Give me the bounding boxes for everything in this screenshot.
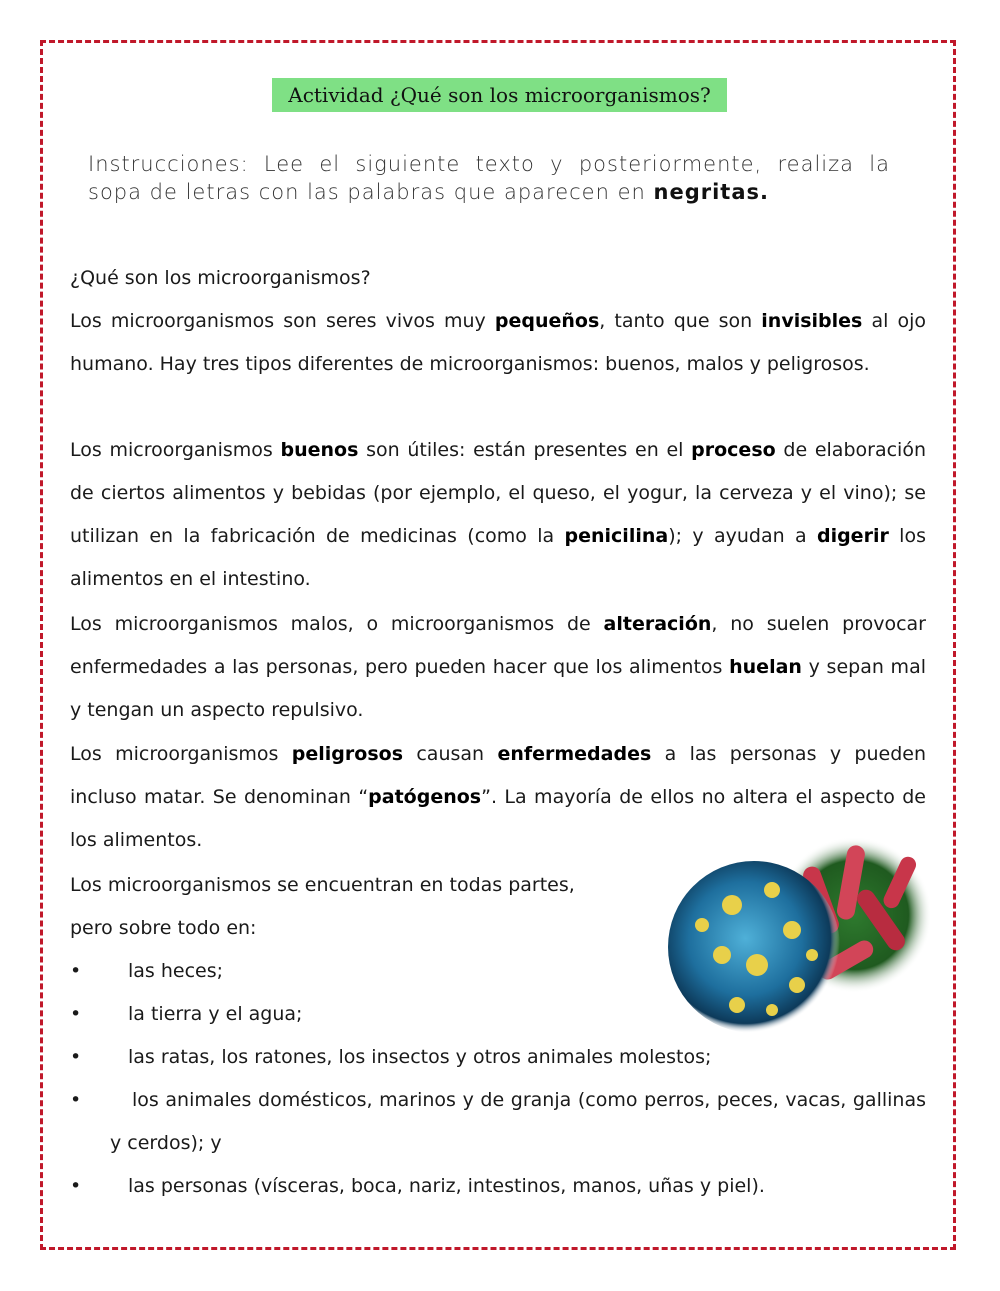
paragraph-5	[70, 864, 670, 950]
instructions-bold: negritas.	[653, 180, 769, 204]
p2-text-a: Los microorganismos	[70, 439, 281, 461]
paragraph-2	[70, 429, 926, 601]
keyword-invisibles: invisibles	[761, 310, 863, 332]
keyword-alteracion: alteración	[603, 613, 712, 635]
p3-text-c: , no suelen provocar enfermedades a las personas, pero pueden hacer que los alimentos	[70, 613, 926, 678]
p3-text-d: y sepan mal y tengan un aspecto repulsivo.	[70, 656, 926, 721]
question-heading	[70, 257, 926, 300]
list-item-text: la tierra y el agua;	[128, 1003, 303, 1025]
bullet: •	[70, 1046, 82, 1068]
list-item-text: las heces;	[128, 960, 224, 982]
p2-text-c: son útiles: están presentes en el	[358, 439, 692, 461]
p4-text-e: ”. La mayoría de ellos no altera el aspecto de los alimentos.	[70, 786, 926, 851]
locations-list	[70, 950, 926, 1208]
keyword-digerir: digerir	[816, 525, 889, 547]
keyword-peligrosos: peligrosos	[291, 743, 404, 765]
instructions	[88, 150, 890, 206]
p2-text-f: los alimentos en el intestino.	[70, 525, 926, 590]
paragraph-3	[70, 603, 926, 732]
bullet: •	[70, 1089, 82, 1111]
p2-text-e: ); y ayudan a	[668, 525, 817, 547]
list-item-text: las ratas, los ratones, los insectos y otros animales molestos;	[128, 1046, 712, 1068]
keyword-patogenos: patógenos	[368, 786, 482, 808]
p5-line-1: Los microorganismos se encuentran en todas partes,	[70, 874, 575, 896]
p1-text-c: , tanto que son	[599, 310, 762, 332]
bullet: •	[70, 1003, 82, 1025]
list-item	[70, 993, 926, 1036]
list-item-text: los animales domésticos, marinos y de granja (como perros, peces, vacas, gallinas y cerdos); y	[110, 1089, 926, 1154]
keyword-enfermedades: enfermedades	[497, 743, 652, 765]
p4-text-a: Los microorganismos	[70, 743, 292, 765]
question-text: ¿Qué son los microorganismos?	[70, 267, 371, 289]
p2-text-d: de elaboración de ciertos alimentos y bebidas (por ejemplo, el queso, el yogur, la cerveza y el vino); se utilizan en la fabricación de medicinas (como la	[70, 439, 926, 547]
keyword-buenos: buenos	[280, 439, 359, 461]
p4-text-d: a las personas y pueden incluso matar. Se denominan “	[70, 743, 926, 808]
bullet: •	[70, 1175, 82, 1197]
p3-text-a: Los microorganismos malos, o microorganismos de	[70, 613, 604, 635]
list-item	[70, 950, 926, 993]
activity-title: Actividad ¿Qué son los microorganismos?	[272, 78, 727, 112]
p4-text-c: causan	[403, 743, 498, 765]
instructions-text: Instrucciones: Lee el siguiente texto y posteriormente, realiza la sopa de letras con las palabras que aparecen en	[88, 152, 890, 204]
bullet: •	[70, 960, 82, 982]
paragraph-1	[70, 300, 926, 386]
list-item	[70, 1036, 926, 1079]
keyword-penicilina: penicilina	[564, 525, 669, 547]
list-item-text: las personas (vísceras, boca, nariz, intestinos, manos, uñas y piel).	[128, 1175, 765, 1197]
keyword-proceso: proceso	[691, 439, 776, 461]
p5-line-2: pero sobre todo en:	[70, 917, 257, 939]
keyword-pequenos: pequeños	[494, 310, 600, 332]
p1-text-d: al ojo humano. Hay tres tipos diferentes de microorganismos: buenos, malos y peligrosos.	[70, 310, 927, 375]
p1-text-a: Los microorganismos son seres vivos muy	[70, 310, 495, 332]
list-item	[70, 1165, 926, 1208]
keyword-huelan: huelan	[729, 656, 802, 678]
list-item	[70, 1079, 926, 1165]
